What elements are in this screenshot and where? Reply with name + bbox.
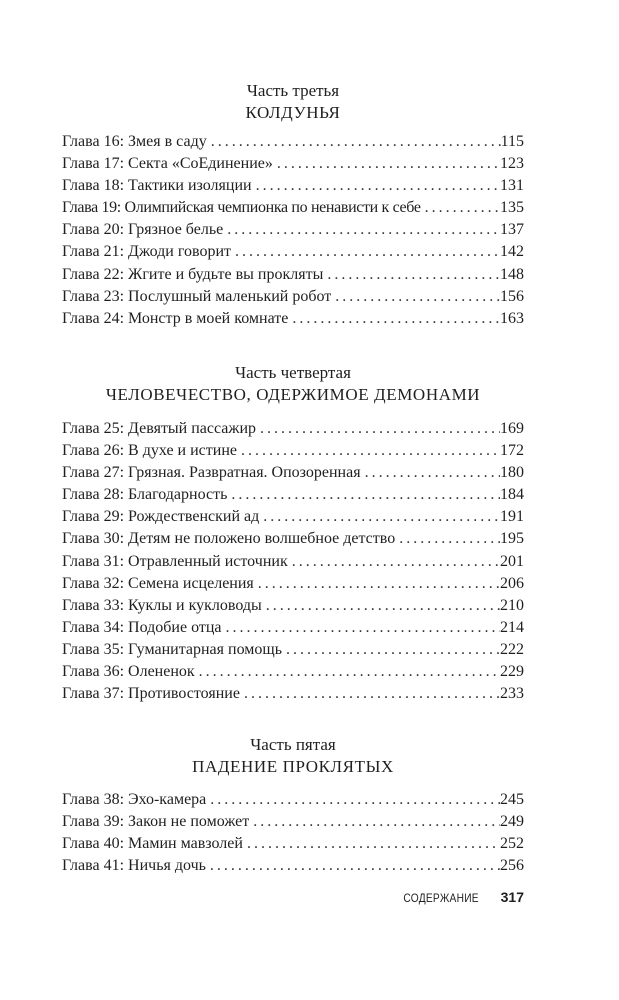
toc-entry[interactable] [62, 286, 524, 308]
leader-dots [235, 241, 500, 263]
page-number: 137 [500, 221, 524, 239]
toc-entry[interactable] [62, 661, 524, 683]
page-number: 210 [500, 596, 524, 614]
part-heading [62, 80, 524, 124]
chapter-title: Глава 36: Олененок [62, 663, 195, 681]
leader-dots [247, 833, 500, 855]
chapter-title: Глава 16: Змея в саду [62, 133, 207, 150]
toc-entry[interactable] [62, 175, 524, 197]
leader-dots [241, 440, 500, 462]
leader-dots [327, 264, 500, 286]
leader-dots [256, 175, 500, 197]
part-heading [62, 734, 524, 778]
chapter-title: Глава 27: Грязная. Развратная. Опозоренная [62, 464, 361, 482]
page-number: 142 [500, 243, 524, 261]
page-number: 184 [500, 486, 524, 504]
page-number: 252 [500, 835, 524, 853]
toc-entry[interactable] [62, 440, 524, 462]
page-number: 201 [500, 552, 524, 570]
page-number: 245 [500, 791, 524, 808]
chapter-title: Глава 25: Девятый пассажир [62, 420, 257, 437]
page-number: 233 [500, 685, 524, 703]
page-number: 148 [500, 265, 524, 283]
chapter-title: Глава 21: Джоди говорит [62, 243, 231, 261]
leader-dots [258, 573, 500, 595]
footer-section-label: СОДЕРЖАНИЕ [403, 891, 479, 905]
toc-entry[interactable] [62, 153, 524, 175]
chapter-title: Глава 33: Куклы и кукловоды [62, 596, 262, 614]
page-number: 191 [500, 508, 524, 526]
toc-entry[interactable] [62, 484, 524, 506]
toc-entry[interactable] [62, 551, 524, 573]
toc-entry[interactable] [62, 241, 524, 263]
footer-page-number: 317 [500, 889, 524, 905]
part-heading [62, 362, 524, 406]
page-number: 180 [500, 464, 524, 482]
chapter-title: Глава 22: Жгите и будьте вы прокляты [62, 265, 324, 283]
chapter-title: Глава 41: Ничья дочь [62, 857, 206, 875]
chapter-title: Глава 31: Отравленный источник [62, 552, 288, 570]
leader-dots [263, 506, 500, 528]
chapter-title: Глава 32: Семена исцеления [62, 574, 254, 592]
leader-dots [226, 617, 500, 639]
chapter-title: Глава 40: Мамин мавзолей [62, 835, 243, 853]
page-number: 249 [500, 813, 524, 831]
toc-entry[interactable] [62, 528, 524, 550]
page-number: 229 [500, 663, 524, 681]
leader-dots [231, 484, 500, 506]
leader-dots [365, 462, 500, 484]
leader-dots [399, 528, 500, 550]
leader-dots [335, 286, 500, 308]
chapter-title: Глава 39: Закон не поможет [62, 813, 250, 831]
leader-dots [211, 131, 501, 153]
toc-entry[interactable] [62, 131, 524, 153]
chapter-title: Глава 23: Послушный маленький робот [62, 287, 332, 305]
page-number: 172 [500, 442, 524, 460]
toc-entry[interactable] [62, 573, 524, 595]
part-label: Часть четвертая [235, 363, 351, 382]
page-number: 206 [500, 574, 524, 592]
page-number: 222 [500, 640, 524, 658]
leader-dots [210, 789, 500, 811]
chapter-title: Глава 17: Секта «СоЕдинение» [62, 155, 273, 173]
part-title: КОЛДУНЬЯ [245, 103, 341, 122]
toc-entry[interactable] [62, 833, 524, 855]
part-label: Часть пятая [250, 735, 336, 754]
toc-entry[interactable] [62, 308, 524, 330]
toc-entry[interactable] [62, 462, 524, 484]
page-number: 163 [500, 309, 524, 327]
toc-entry[interactable] [62, 855, 524, 877]
part-label: Часть третья [246, 81, 340, 100]
leader-dots [199, 661, 500, 683]
leader-dots [260, 418, 500, 440]
chapter-title: Глава 20: Грязное белье [62, 221, 224, 239]
toc-entry[interactable] [62, 811, 524, 833]
leader-dots [292, 308, 500, 330]
toc-entry[interactable] [62, 595, 524, 617]
leader-dots [292, 551, 500, 573]
page-number: 214 [500, 618, 524, 636]
page-number: 115 [500, 133, 524, 150]
chapter-title: Глава 29: Рождественский ад [62, 508, 260, 526]
page-number: 123 [500, 155, 524, 173]
chapter-title: Глава 38: Эхо-камера [62, 791, 207, 808]
part-title: ПАДЕНИЕ ПРОКЛЯТЫХ [192, 757, 394, 776]
page-number: 131 [500, 177, 524, 195]
chapter-title: Глава 30: Детям не положено волшебное детство [62, 530, 396, 548]
chapter-title: Глава 35: Гуманитарная помощь [62, 640, 283, 658]
toc-entry[interactable] [62, 639, 524, 661]
leader-dots [277, 153, 500, 175]
chapter-title: Глава 34: Подобие отца [62, 618, 222, 636]
toc-entry[interactable] [62, 197, 524, 219]
toc-entry[interactable] [62, 617, 524, 639]
toc-entry[interactable] [62, 683, 524, 705]
toc-entry[interactable] [62, 789, 524, 811]
chapter-list [62, 789, 524, 877]
leader-dots [286, 639, 500, 661]
leader-dots [425, 197, 500, 219]
leader-dots [253, 811, 500, 833]
chapter-list [62, 418, 524, 705]
leader-dots [227, 219, 500, 241]
page-number: 256 [500, 857, 524, 875]
page-number: 195 [500, 530, 524, 548]
page-number: 135 [500, 199, 524, 217]
leader-dots [210, 855, 500, 877]
chapter-title: Глава 28: Благодарность [62, 486, 228, 504]
toc-entry[interactable] [62, 418, 524, 440]
page-number: 156 [500, 287, 524, 305]
toc-entry[interactable] [62, 219, 524, 241]
leader-dots [266, 595, 500, 617]
chapter-title: Глава 18: Тактики изоляции [62, 177, 252, 195]
chapter-title: Глава 26: В духе и истине [62, 442, 237, 460]
chapter-list [62, 131, 524, 330]
toc-entry[interactable] [62, 506, 524, 528]
chapter-title: Глава 24: Монстр в моей комнате [62, 309, 289, 327]
chapter-title: Глава 37: Противостояние [62, 685, 240, 703]
toc-entry[interactable] [62, 264, 524, 286]
part-title: ЧЕЛОВЕЧЕСТВО, ОДЕРЖИМОЕ ДЕМОНАМИ [105, 385, 481, 404]
running-footer [390, 889, 524, 905]
page-number: 169 [500, 420, 524, 437]
chapter-title: Глава 19: Олимпийская чемпионка по ненависти к себе [62, 199, 421, 217]
leader-dots [244, 683, 500, 705]
